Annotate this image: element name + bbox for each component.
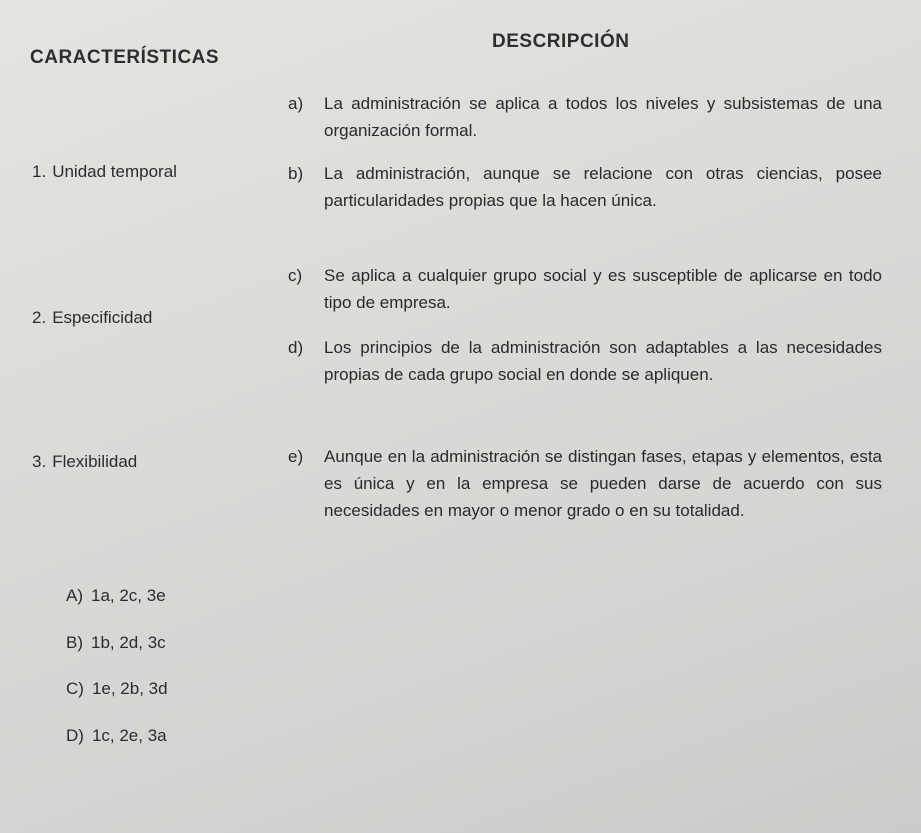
description-item-d (288, 334, 882, 388)
option-letter: B) (66, 633, 83, 652)
option-text: 1e, 2b, 3d (91, 679, 168, 698)
answer-option-d[interactable] (66, 726, 167, 746)
feature-item-3 (32, 452, 137, 472)
option-text: 1c, 2e, 3a (91, 726, 167, 745)
description-text: La administración, aunque se relacione con otras ciencias, posee particularidades propias que la hacen única. (324, 164, 882, 210)
option-text: 1b, 2d, 3c (91, 633, 166, 652)
option-text: 1a, 2c, 3e (91, 586, 166, 605)
description-letter: e) (288, 447, 304, 466)
feature-number: 1. (32, 162, 47, 181)
feature-label: Especificidad (52, 308, 153, 327)
description-text: Los principios de la administración son adaptables a las necesidades propias de cada grupo social en donde se apliquen. (324, 338, 882, 384)
description-item-c (288, 262, 882, 316)
option-letter: A) (66, 586, 83, 605)
option-letter: C) (66, 679, 84, 698)
answer-option-b[interactable] (66, 633, 166, 653)
feature-item-2 (32, 308, 152, 328)
description-item-b (288, 160, 882, 214)
option-letter: D) (66, 726, 84, 745)
description-text: Se aplica a cualquier grupo social y es susceptible de aplicarse en todo tipo de empresa. (324, 266, 882, 312)
feature-item-1 (32, 162, 177, 182)
answer-option-c[interactable] (66, 679, 168, 699)
description-letter: b) (288, 164, 304, 183)
column-header-description: DESCRIPCIÓN (492, 31, 630, 52)
description-item-e (288, 443, 882, 524)
column-header-characteristics: CARACTERÍSTICAS (30, 47, 220, 68)
description-text: Aunque en la administración se distingan fases, etapas y elementos, esta es única y en la empresa se pueden darse de acuerdo con sus necesidades en mayor o menor grado o en su totalidad. (324, 447, 882, 520)
description-letter: d) (288, 338, 304, 357)
description-text: La administración se aplica a todos los niveles y subsistemas de una organización formal. (324, 94, 882, 140)
description-item-a (288, 90, 882, 144)
description-letter: a) (288, 94, 304, 113)
feature-label: Unidad temporal (52, 162, 177, 181)
answer-option-a[interactable] (66, 586, 166, 606)
feature-label: Flexibilidad (52, 452, 138, 471)
feature-number: 3. (32, 452, 47, 471)
feature-number: 2. (32, 308, 47, 327)
description-letter: c) (288, 266, 303, 285)
